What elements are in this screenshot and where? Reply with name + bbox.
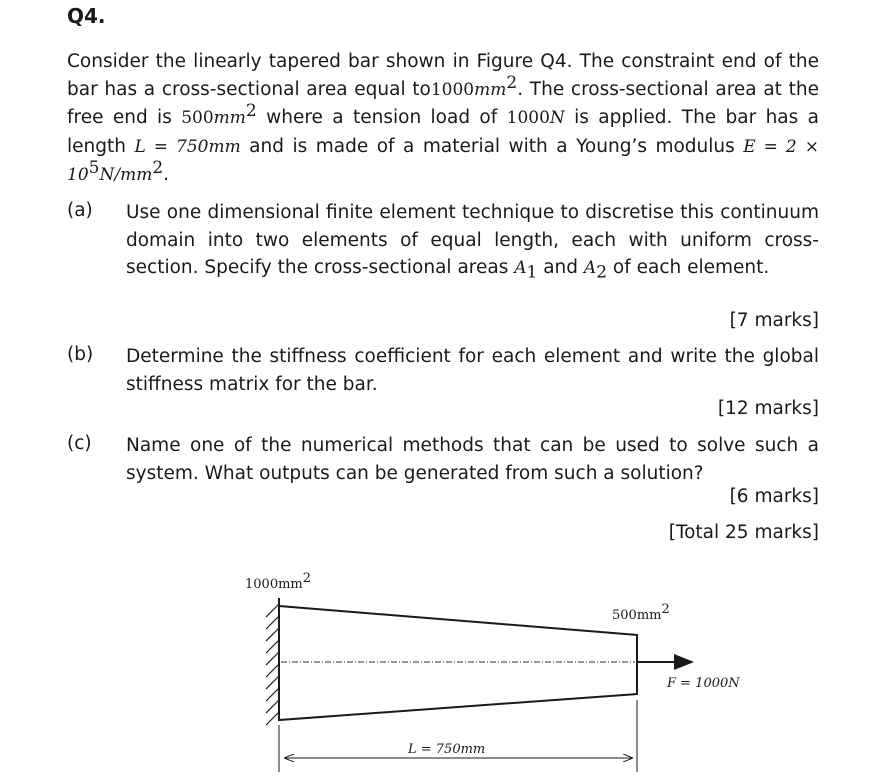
part-a-and: and — [537, 257, 584, 278]
part-a-text-1: Use one dimensional finite element technique to discretise this continuum domain into two elements of equal length, each with uniform cross-section. Specify the cross-sectional areas — [126, 202, 819, 278]
modulus-exponent: 5 — [88, 157, 100, 178]
fixed-area-unit: mm — [474, 79, 507, 100]
area-2-symbol: A — [583, 258, 597, 278]
modulus-unit: N/mm — [99, 165, 153, 185]
force-label: F = 1000N — [667, 676, 740, 691]
part-a-marks: [7 marks] — [729, 310, 819, 331]
fixed-area-value: 1000 — [430, 79, 475, 100]
free-area-value: 500 — [181, 108, 214, 128]
modulus-expression: E = 2 × 10 — [67, 136, 819, 185]
question-intro: Consider the linearly tapered bar shown in Figure Q4. The constraint end of the bar has a cross-sectional area equal $to1000mm^2$. The cross-sectional area at the free end is $500mm^2$ where a tension load of 1000N is applied. The bar has a length L = 750mm and is made of a material with a Young’s modulus $E = 2 \times 10^5N/mm^2$. — [67, 51, 819, 185]
part-a-label: (a) — [67, 200, 93, 221]
part-a-text — [126, 199, 819, 283]
free-area-unit: mm — [213, 108, 246, 128]
tapered-bar-figure — [0, 560, 885, 778]
question-number: Q4. — [67, 4, 106, 28]
part-c-marks: [6 marks] — [729, 486, 819, 507]
length-label: L = 750mm — [408, 742, 486, 757]
part-c-label: (c) — [67, 433, 92, 454]
part-c-text: Name one of the numerical methods that can be used to solve such a system. What outputs can be generated from such a solution? — [126, 435, 819, 484]
intro-text-1: Consider the linearly tapered bar shown in Figure Q4. The constraint end of the bar has a cross-sectional area equal to — [67, 51, 819, 100]
right-area-label: $500mm^2$ — [612, 602, 670, 623]
intro-text-3: where a tension load of — [256, 107, 507, 128]
intro-text-6: . — [163, 164, 170, 185]
tapered-bar — [279, 606, 637, 720]
left-area-label: $1000mm^2$ — [245, 571, 312, 592]
intro-text-4: is applied. The bar has a length — [67, 107, 819, 157]
part-a-text-2: of each element. — [607, 257, 770, 278]
part-b-text: Determine the stiffness coefficient for each element and write the global stiffness matrix for the bar. — [126, 346, 819, 395]
load-value: 1000 — [506, 108, 550, 128]
area-1-subscript: 1 — [526, 262, 538, 283]
length-expression: L = 750mm — [134, 136, 241, 157]
area-2-subscript: 2 — [596, 262, 608, 283]
intro-text-2: . The cross-sectional area at the free end is — [67, 78, 819, 128]
area-1-symbol: A — [514, 258, 527, 278]
intro-text-5: and is made of a material with a Young’s modulus — [240, 135, 744, 157]
load-unit: N — [549, 108, 565, 128]
part-b-label: (b) — [67, 344, 94, 365]
part-b-marks: [12 marks] — [717, 398, 819, 419]
total-marks: [Total 25 marks] — [668, 522, 819, 543]
wall-hatching — [266, 604, 279, 725]
